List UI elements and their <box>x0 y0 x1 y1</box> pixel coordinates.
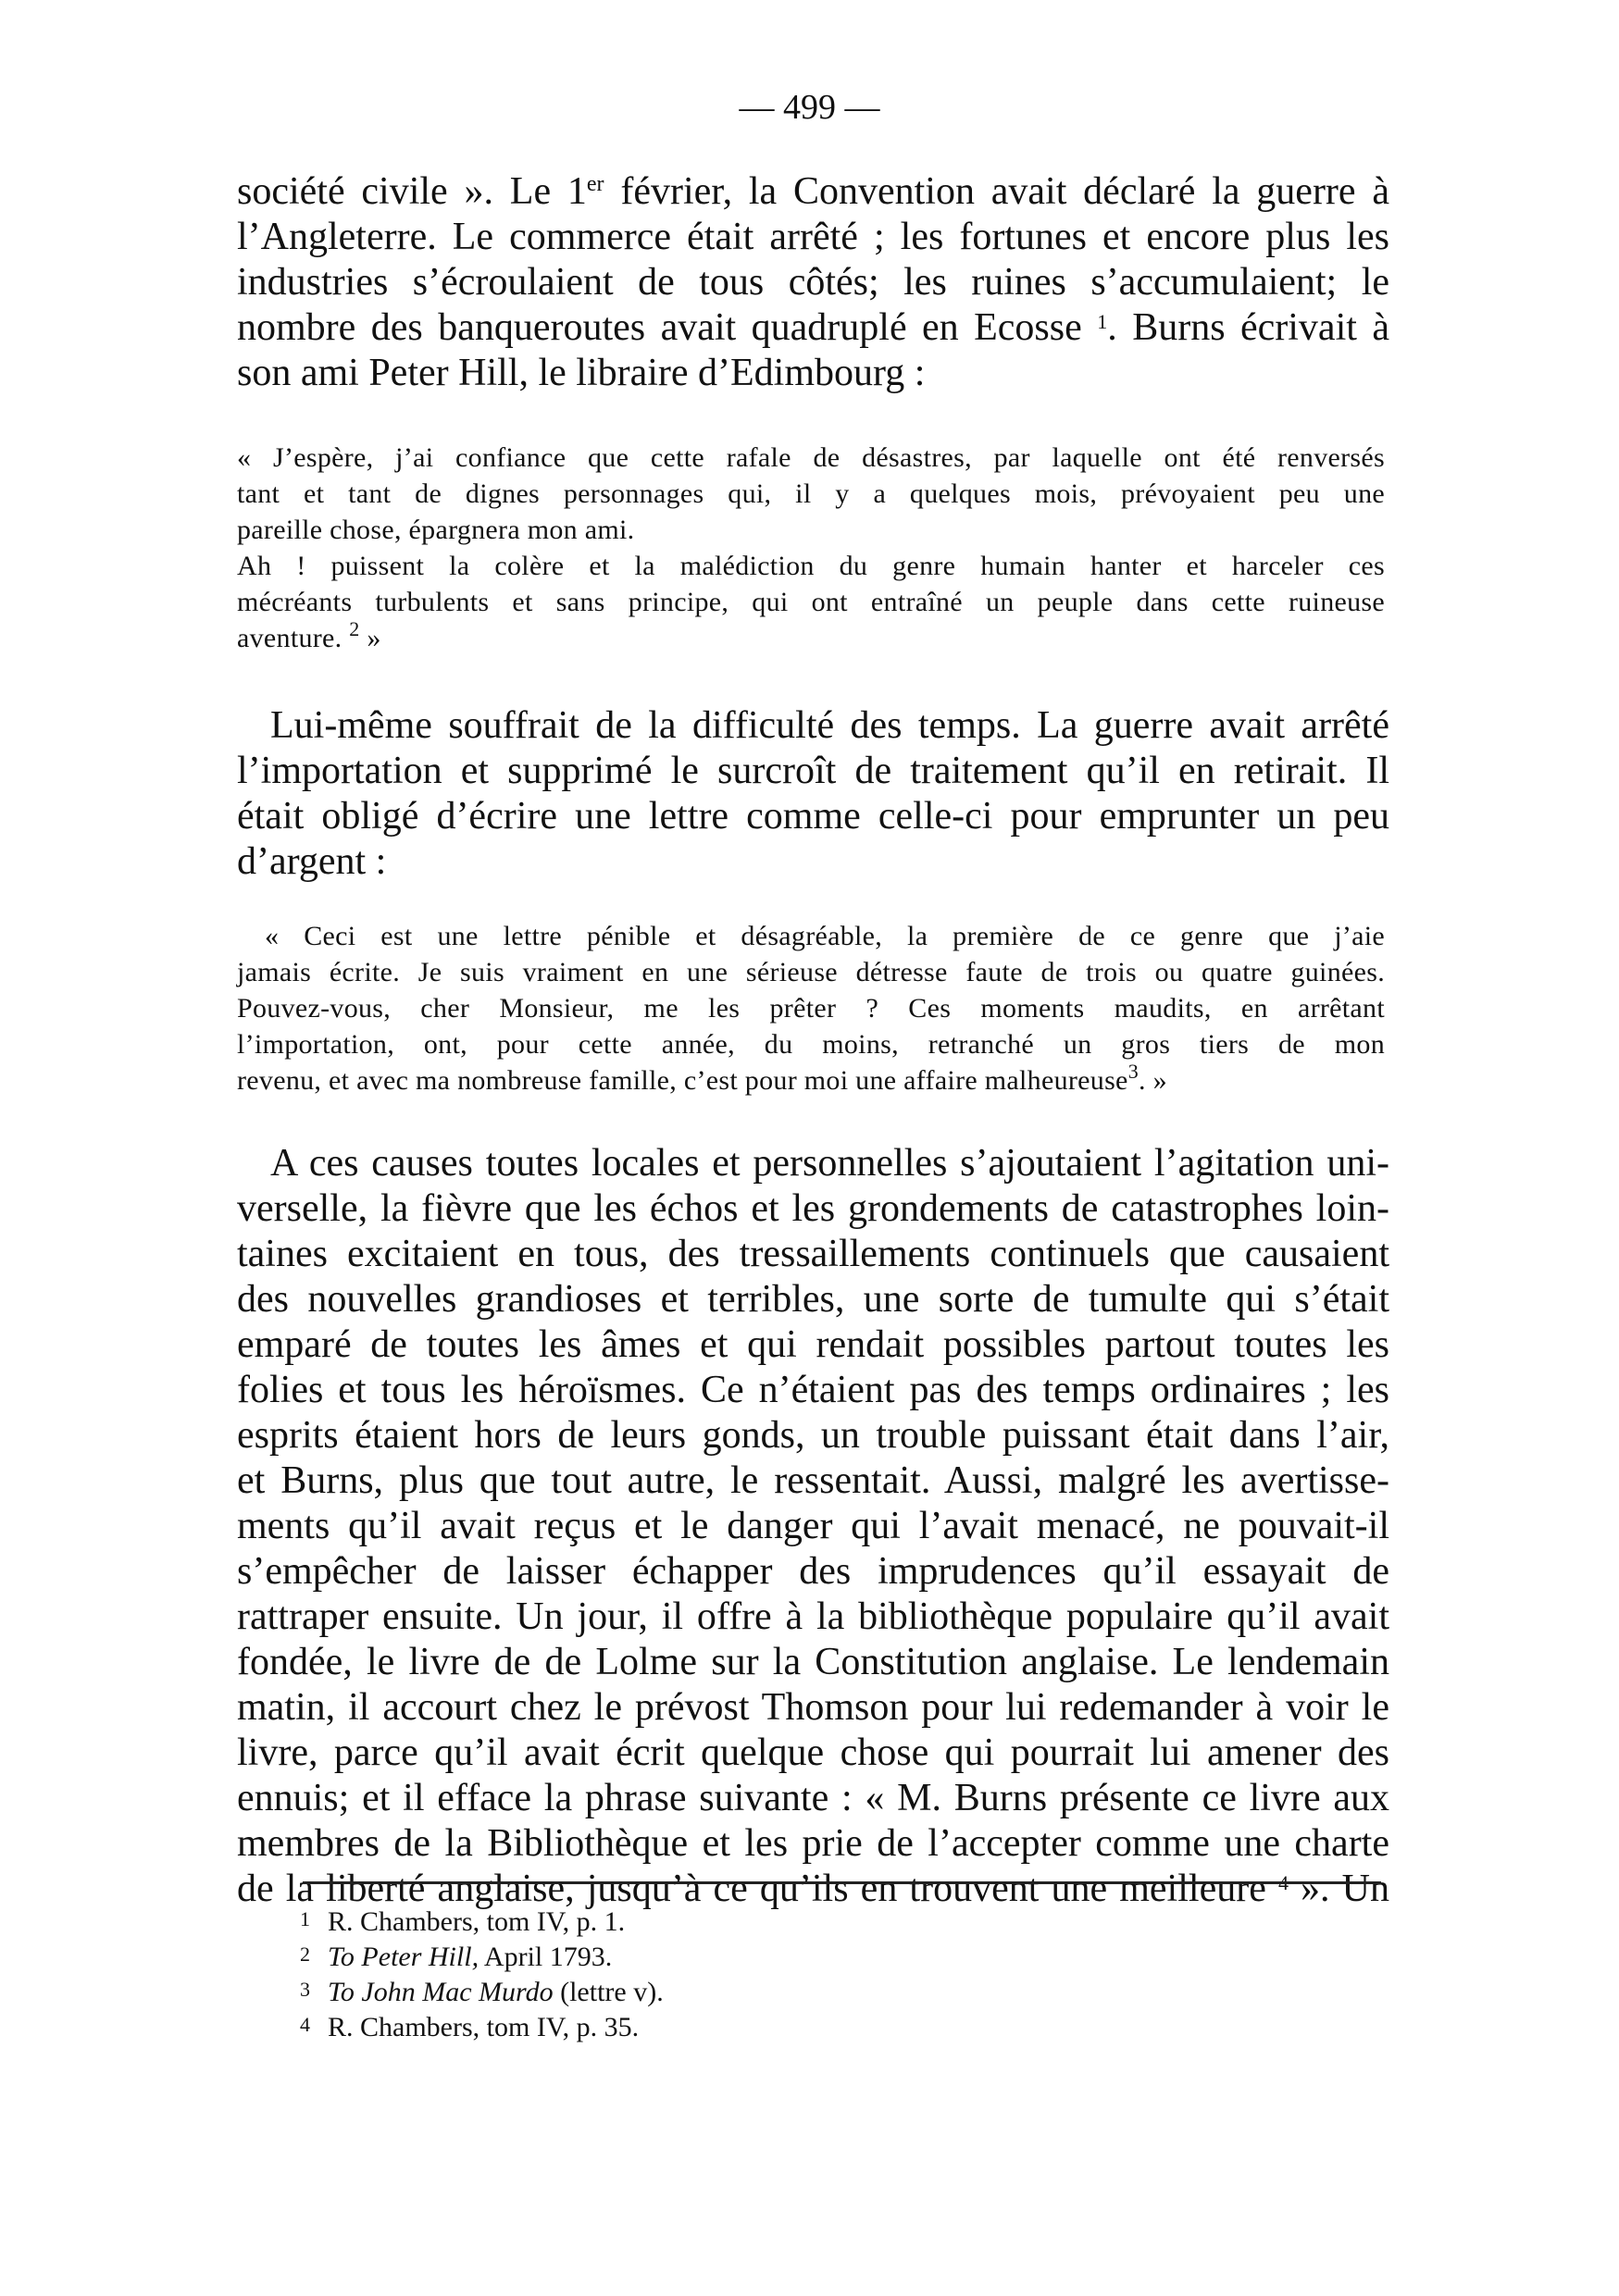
quote-line: jamais écrite. Je suis vraiment en une sérieuse détresse faute de trois ou quatre guinées. <box>237 957 1385 987</box>
text-line: l’Angleterre. Le commerce était arrêté ; les fortunes et encore plus les <box>237 216 1389 258</box>
text-line: et Burns, plus que tout autre, le ressentait. Aussi, malgré les avertisse- <box>237 1459 1389 1502</box>
text-line: était obligé d’écrire une lettre comme celle-ci pour emprunter un peu <box>237 795 1389 838</box>
text-line: livre, parce qu’il avait écrit quelque chose qui pourrait lui amener des <box>237 1731 1389 1774</box>
text-line: des nouvelles grandioses et terribles, une sorte de tumulte qui s’était <box>237 1278 1389 1321</box>
text-line: Lui-même souffrait de la difficulté des temps. La guerre avait arrêté <box>270 704 1389 747</box>
footnote-mark: 4 <box>300 2013 310 2036</box>
text-line: société civile ». Le 1er février, la Convention avait déclaré la guerre à <box>237 170 1389 213</box>
footnotes <box>300 1902 1133 2042</box>
footnote-ref: 3 <box>1127 1060 1139 1083</box>
footnote-rule <box>303 1881 1381 1884</box>
text-line: rattraper ensuite. Un jour, il offre à la bibliothèque populaire qu’il avait <box>237 1595 1389 1638</box>
text-line: ments qu’il avait reçus et le danger qui l’avait menacé, ne pouvait-il <box>237 1505 1389 1547</box>
footnote: 3 To John Mac Murdo (lettre v). <box>300 1972 1133 2007</box>
text-line: d’argent : <box>237 840 387 883</box>
text-line: ennuis; et il efface la phrase suivante : « M. Burns présente ce livre aux <box>237 1777 1389 1819</box>
quote-line: pareille chose, épargnera mon ami. <box>237 515 635 545</box>
quote-2 <box>237 918 1385 1098</box>
quote-1 <box>237 440 1385 656</box>
text-line: emparé de toutes les âmes et qui rendait possibles partout toutes les <box>237 1323 1389 1366</box>
superscript: er <box>586 172 604 196</box>
text-line: de la liberté anglaise, jusqu’à ce qu’ils en trouvent une meilleure $^4$ ». Un <box>237 1868 1389 1910</box>
text-line: A ces causes toutes locales et personnelles s’ajoutaient l’agitation uni- <box>270 1142 1389 1185</box>
quote-line: aventure. $^2$ » <box>237 617 381 653</box>
footnote-ref: 4 <box>1277 1871 1289 1894</box>
quote-line: revenu, et avec ma nombreuse famille, c’est pour moi une affaire malheureuse$^3$. » <box>237 1060 1167 1096</box>
text-line: taines excitaient en tous, des tressaillements continuels que causaient <box>237 1233 1389 1275</box>
text-line: l’importation et supprimé le surcroît de traitement qu’il en retirait. Il <box>237 750 1389 792</box>
text-line: folies et tous les héroïsmes. Ce n’étaient pas des temps ordinaires ; les <box>237 1369 1389 1411</box>
footnote-mark: 1 <box>300 1907 310 1930</box>
quote-line: Ah ! puissent la colère et la malédiction du genre humain hanter et harceler ces <box>237 551 1385 581</box>
text-line: s’empêcher de laisser échapper des imprudences qu’il essayait de <box>237 1550 1389 1593</box>
footnote-ref: 1 <box>1097 310 1108 333</box>
page-number: — 499 — <box>739 88 880 127</box>
text-line: membres de la Bibliothèque et les prie de l’accepter comme une charte <box>237 1822 1389 1865</box>
text-line: esprits étaient hors de leurs gonds, un trouble puissant était dans l’air, <box>237 1414 1389 1457</box>
text-line: nombre des banqueroutes avait quadruplé en Ecosse $^1$. Burns écrivait à <box>237 306 1390 349</box>
footnote: 1 R. Chambers, tom IV, p. 1. <box>300 1902 1133 1937</box>
footnote-mark: 2 <box>300 1942 310 1966</box>
text-line: fondée, le livre de de Lolme sur la Constitution anglaise. Le lendemain <box>237 1641 1389 1683</box>
footnote-mark: 3 <box>300 1978 310 2001</box>
quote-line: mécréants turbulents et sans principe, qui ont entraîné un peuple dans cette ruineuse <box>237 587 1385 617</box>
text-line: son ami Peter Hill, le libraire d’Edimbourg : <box>237 352 926 394</box>
footnote-ref: 2 <box>349 617 360 640</box>
paragraph-3 <box>237 1141 1389 1912</box>
text-line: industries s’écroulaient de tous côtés; les ruines s’accumulaient; le <box>237 261 1389 304</box>
text-line: verselle, la fièvre que les échos et les grondements de catastrophes loin- <box>237 1187 1389 1230</box>
quote-line: l’importation, ont, pour cette année, du moins, retranché un gros tiers de mon <box>237 1029 1385 1060</box>
paragraph-1 <box>237 169 1389 396</box>
text-line: matin, il accourt chez le prévost Thomson pour lui redemander à voir le <box>237 1686 1389 1729</box>
quote-line: tant et tant de dignes personnages qui, il y a quelques mois, prévoyaient peu une <box>237 478 1385 509</box>
footnote: 4 R. Chambers, tom IV, p. 35. <box>300 2007 1133 2042</box>
quote-line: « Ceci est une lettre pénible et désagréable, la première de ce genre que j’aie <box>265 921 1385 951</box>
quote-line: « J’espère, j’ai confiance que cette rafale de désastres, par laquelle ont été renversés <box>237 442 1385 473</box>
footnote: 2 To Peter Hill, April 1793. <box>300 1937 1133 1972</box>
paragraph-2 <box>237 703 1389 885</box>
quote-line: Pouvez-vous, cher Monsieur, me les prêter ? Ces moments maudits, en arrêtant <box>237 993 1385 1024</box>
